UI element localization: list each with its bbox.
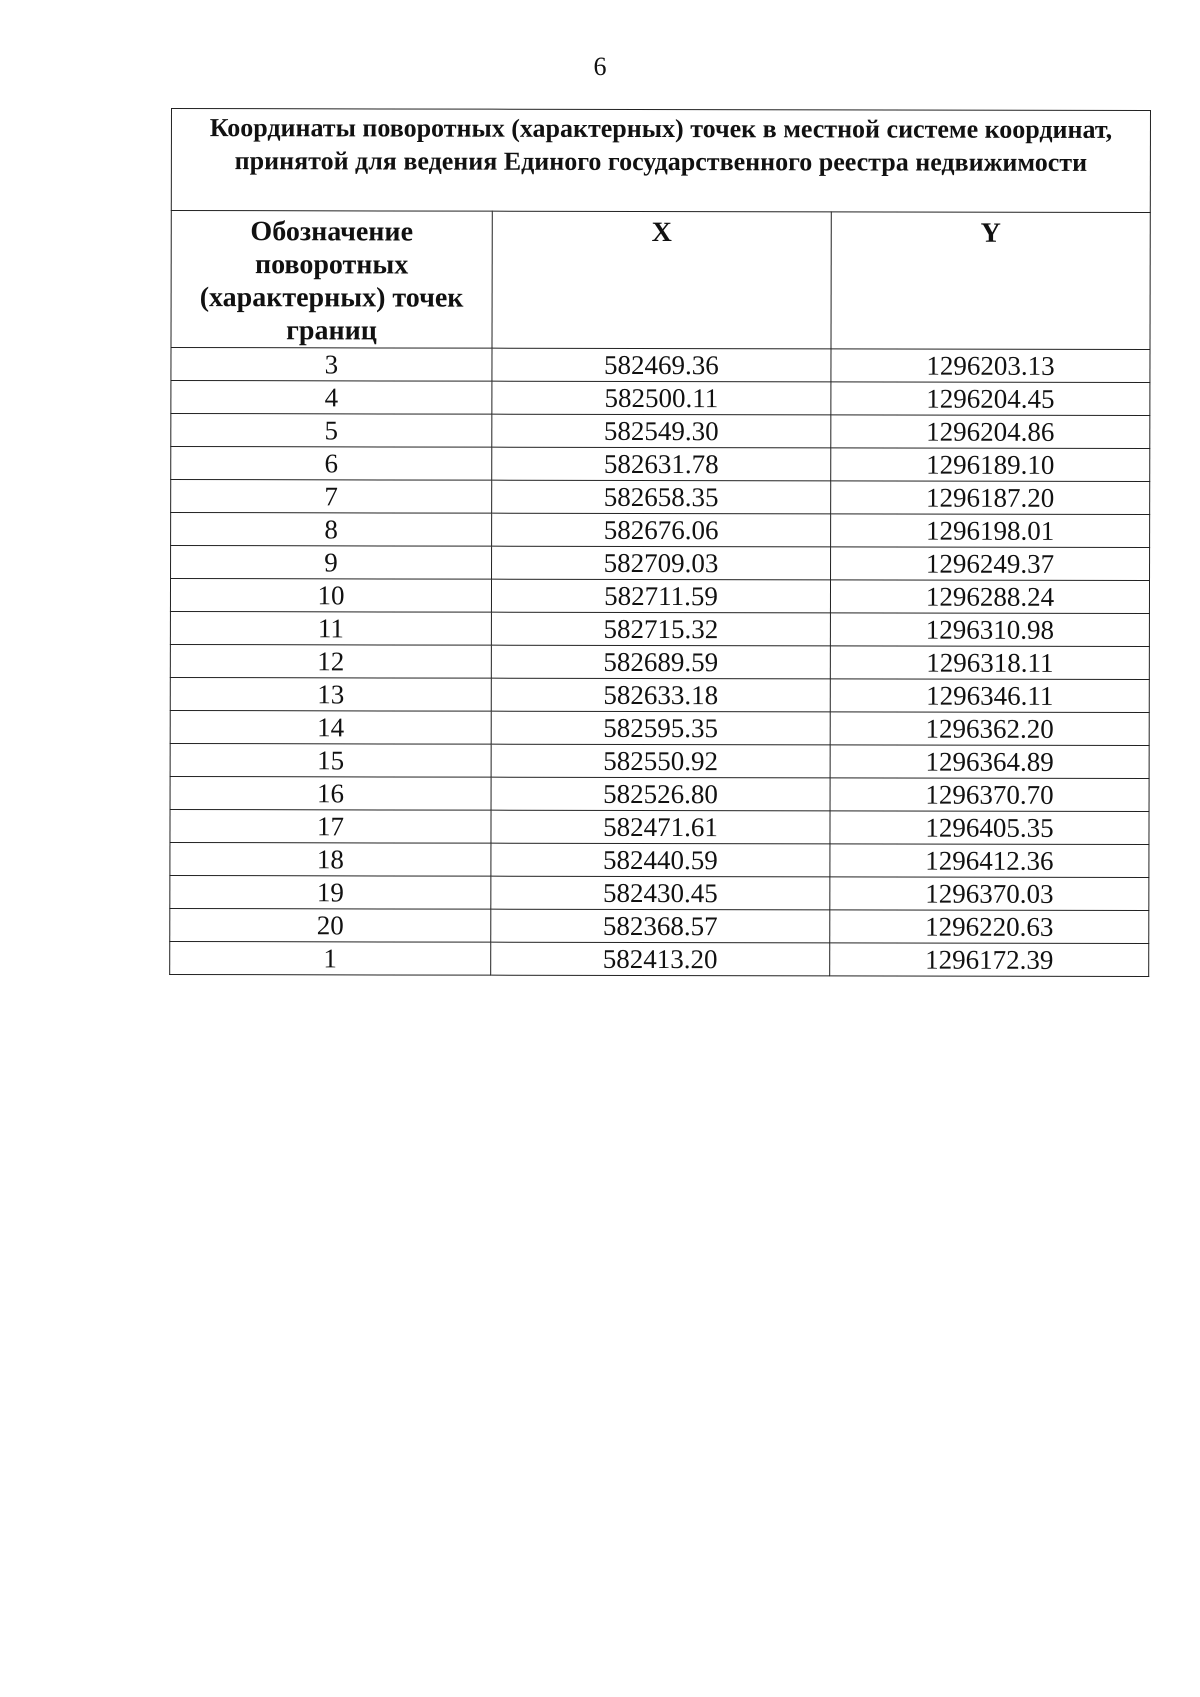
table-row [170, 677, 1149, 712]
cell-y: 1296204.45 [831, 382, 1150, 416]
cell-y: 1296412.36 [830, 844, 1149, 878]
table-row [170, 908, 1149, 943]
table-row [170, 710, 1149, 745]
cell-y: 1296249.37 [831, 547, 1150, 581]
cell-x: 582471.61 [491, 810, 830, 844]
column-header-x: X [492, 211, 831, 349]
cell-x: 582526.80 [491, 777, 830, 811]
table-row [170, 776, 1149, 811]
column-header-y: Y [831, 212, 1150, 350]
table-body [170, 348, 1150, 977]
cell-point: 13 [170, 677, 491, 711]
table-row [171, 480, 1150, 515]
cell-y: 1296220.63 [830, 910, 1149, 944]
table-row [171, 447, 1150, 482]
cell-x: 582469.36 [492, 348, 831, 382]
cell-x: 582633.18 [491, 678, 830, 712]
cell-point: 15 [170, 743, 491, 777]
cell-x: 582368.57 [491, 909, 830, 943]
cell-y: 1296204.86 [831, 415, 1150, 449]
cell-point: 9 [171, 546, 492, 580]
cell-x: 582549.30 [492, 414, 831, 448]
cell-x: 582689.59 [491, 645, 830, 679]
table-row [170, 579, 1149, 614]
cell-point: 16 [170, 776, 491, 810]
cell-x: 582631.78 [492, 447, 831, 481]
cell-point: 14 [170, 710, 491, 744]
table-row [171, 414, 1150, 449]
column-header-point: Обозначение поворотных (характерных) точек границ [171, 211, 492, 349]
cell-point: 8 [171, 513, 492, 547]
cell-y: 1296198.01 [831, 514, 1150, 548]
cell-y: 1296370.03 [830, 877, 1149, 911]
table-row [170, 743, 1149, 778]
cell-x: 582550.92 [491, 744, 830, 778]
cell-x: 582413.20 [491, 942, 830, 976]
cell-x: 582676.06 [492, 513, 831, 547]
cell-x: 582440.59 [491, 843, 830, 877]
cell-x: 582711.59 [491, 579, 830, 613]
cell-point: 20 [170, 908, 491, 942]
table-row [170, 809, 1149, 844]
cell-y: 1296405.35 [830, 811, 1149, 845]
cell-y: 1296189.10 [831, 448, 1150, 482]
cell-y: 1296203.13 [831, 349, 1150, 383]
cell-y: 1296318.11 [830, 646, 1149, 680]
table-row [170, 842, 1149, 877]
cell-point: 11 [170, 611, 491, 645]
cell-x: 582715.32 [491, 612, 830, 646]
table-row [170, 611, 1149, 646]
table-row [170, 875, 1149, 910]
cell-x: 582595.35 [491, 711, 830, 745]
cell-point: 10 [170, 579, 491, 613]
cell-x: 582430.45 [491, 876, 830, 910]
cell-y: 1296346.11 [830, 679, 1149, 713]
cell-y: 1296172.39 [830, 943, 1149, 977]
table-row [171, 381, 1150, 416]
coordinates-table [169, 108, 1151, 977]
cell-y: 1296310.98 [830, 613, 1149, 647]
table-row [170, 644, 1149, 679]
table-title: Координаты поворотных (характерных) точек в местной системе координат, принятой для ведения Единого государственного реестра недвижимости [171, 109, 1150, 213]
cell-x: 582658.35 [492, 480, 831, 514]
cell-point: 17 [170, 809, 491, 843]
cell-point: 1 [170, 941, 491, 975]
table-row [170, 941, 1149, 976]
cell-x: 582709.03 [491, 546, 830, 580]
cell-point: 3 [171, 348, 492, 382]
cell-x: 582500.11 [492, 381, 831, 415]
table-row [171, 546, 1150, 581]
cell-y: 1296288.24 [830, 580, 1149, 614]
cell-point: 6 [171, 447, 492, 481]
table-row [171, 348, 1150, 383]
page-number: 6 [593, 52, 607, 81]
table-row [171, 513, 1150, 548]
cell-point: 18 [170, 842, 491, 876]
cell-y: 1296370.70 [830, 778, 1149, 812]
cell-point: 4 [171, 381, 492, 415]
cell-point: 12 [170, 644, 491, 678]
cell-point: 19 [170, 875, 491, 909]
cell-y: 1296362.20 [830, 712, 1149, 746]
cell-y: 1296187.20 [831, 481, 1150, 515]
cell-point: 5 [171, 414, 492, 448]
cell-y: 1296364.89 [830, 745, 1149, 779]
cell-point: 7 [171, 480, 492, 514]
